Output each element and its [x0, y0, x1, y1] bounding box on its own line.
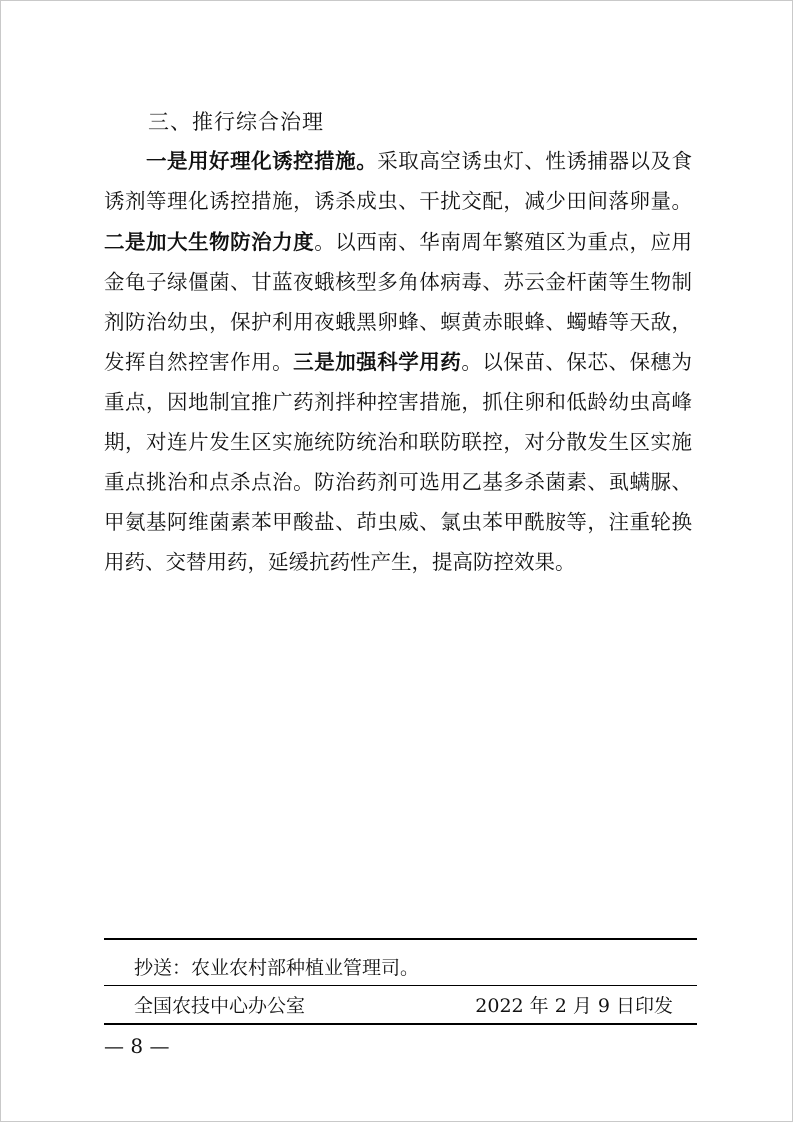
body-line-6: [104, 344, 692, 380]
body-line-5: 剂防治幼虫，保护利用夜蛾黑卵蜂、螟黄赤眼蜂、蠋蝽等天敌，: [104, 310, 692, 334]
body-line-11: 用药、交替用药，延缓抗药性产生，提高防控效果。: [104, 550, 576, 574]
measure-title-3: 三是加强科学用药: [293, 350, 462, 374]
body-line-3: [104, 224, 692, 260]
body-line-8: 期，对连片发生区实施统防统治和联防联控，对分散发生区实施: [104, 430, 692, 454]
body-line-1: [146, 143, 692, 179]
body-text: 发挥自然控害作用。: [104, 350, 294, 374]
cc-line: 抄送：农业农村部种植业管理司。: [134, 957, 420, 979]
body-text: 。以保苗、保芯、保穗为: [461, 350, 692, 374]
body-line-9: 重点挑治和点杀点治。防治药剂可选用乙基多杀菌素、虱螨脲、: [104, 470, 692, 494]
measure-title-1: 一是用好理化诱控措施。: [146, 149, 378, 173]
body-line-2: 诱剂等理化诱控措施，诱杀成虫、干扰交配，减少田间落卵量。: [104, 189, 692, 213]
issue-date: 2022 年 2 月 9 日印发: [475, 995, 673, 1017]
body-line-7: 重点，因地制宜推广药剂拌种控害措施，抓住卵和低龄幼虫高峰: [104, 390, 692, 414]
footer-rule-middle: [104, 985, 697, 986]
body-line-10: 甲氨基阿维菌素苯甲酸盐、茚虫威、氯虫苯甲酰胺等，注重轮换: [104, 510, 692, 534]
body-text: 。以西南、华南周年繁殖区为重点，应用: [314, 230, 692, 254]
footer-rule-top: [104, 938, 697, 940]
measure-title-2: 二是加大生物防治力度: [104, 230, 315, 254]
page-number: — 8 —: [104, 1034, 170, 1058]
issuer: 全国农技中心办公室: [134, 995, 306, 1017]
body-line-4: 金龟子绿僵菌、甘蓝夜蛾核型多角体病毒、苏云金杆菌等生物制: [104, 270, 692, 294]
footer-rule-bottom: [104, 1023, 697, 1025]
body-text: 采取高空诱虫灯、性诱捕器以及食: [377, 149, 692, 173]
section-heading: 三、推行综合治理: [148, 110, 324, 134]
